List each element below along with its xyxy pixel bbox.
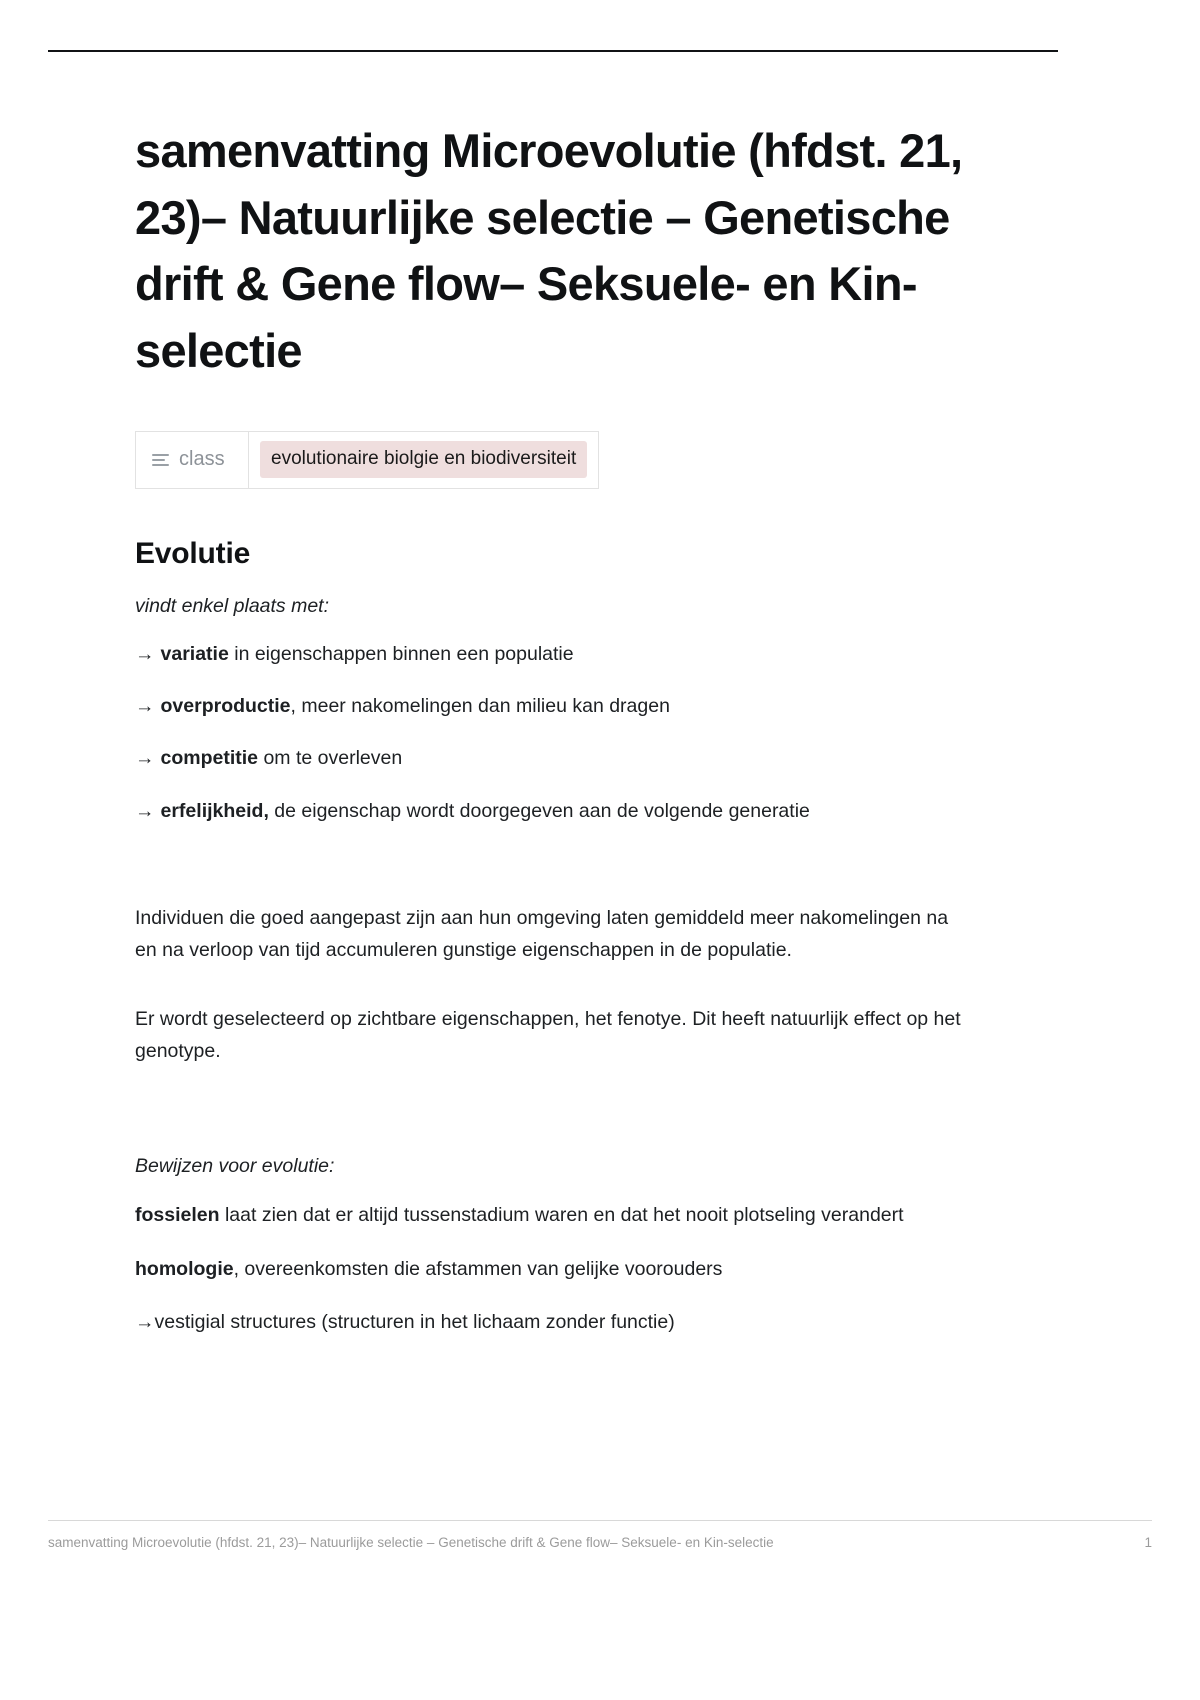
arrow-icon: → bbox=[135, 695, 155, 718]
arrow-icon: → bbox=[135, 747, 155, 770]
list-item bbox=[135, 640, 975, 669]
header-divider bbox=[48, 50, 1058, 52]
list-item-term: competitie bbox=[160, 747, 259, 770]
evidence-item-homologie bbox=[135, 1254, 975, 1286]
spacer bbox=[135, 1077, 975, 1155]
list-item-text: om te overleven bbox=[258, 747, 403, 770]
requirements-list bbox=[135, 640, 975, 826]
spacer bbox=[135, 976, 975, 1004]
list-item-text: , meer nakomelingen dan milieu kan dragen bbox=[290, 695, 670, 718]
evidence-term: fossielen bbox=[135, 1204, 220, 1227]
arrow-icon: → bbox=[135, 799, 155, 822]
evidence-item-fossielen bbox=[135, 1200, 975, 1232]
arrow-icon: → bbox=[135, 642, 155, 665]
list-item-term: erfelijkheid, bbox=[160, 799, 269, 822]
evidence-text: →vestigial structures (structuren in het lichaam zonder functie) bbox=[135, 1311, 675, 1334]
list-item bbox=[135, 744, 975, 773]
lines-icon bbox=[152, 451, 169, 469]
class-tag[interactable]: evolutionaire biolgie en biodiversiteit bbox=[260, 441, 587, 478]
list-item-text: in eigenschappen binnen een populatie bbox=[228, 642, 574, 665]
footer-title: samenvatting Microevolutie (hfdst. 21, 23)– Natuurlijke selectie – Genetische drift & Gene flow– Seksuele- en Kin-selectie bbox=[48, 1535, 774, 1550]
page-title: samenvatting Microevolutie (hfdst. 21, 23)– Natuurlijke selectie – Genetische drift & Gene flow– Seksuele- en Kin-selectie bbox=[135, 124, 963, 378]
class-field[interactable] bbox=[135, 431, 599, 489]
document-content bbox=[135, 118, 975, 1361]
evidence-item-vestigial bbox=[135, 1307, 975, 1339]
page-footer bbox=[48, 1520, 1152, 1550]
class-field-value-cell[interactable] bbox=[249, 432, 598, 488]
class-field-label: class bbox=[179, 448, 225, 471]
list-item-term: variatie bbox=[160, 642, 229, 665]
class-field-label-cell bbox=[136, 432, 249, 488]
footer-page-number: 1 bbox=[1144, 1535, 1152, 1550]
evidence-text: , overeenkomsten die afstammen van gelijke voorouders bbox=[233, 1257, 723, 1280]
evidence-text: laat zien dat er altijd tussenstadium waren en dat het nooit plotseling verandert bbox=[219, 1204, 904, 1227]
list-item bbox=[135, 692, 975, 721]
list-item-text: de eigenschap wordt doorgegeven aan de volgende generatie bbox=[268, 799, 810, 822]
section-heading-evolutie: Evolutie bbox=[135, 536, 251, 570]
spacer bbox=[135, 849, 975, 903]
paragraph-selection: Er wordt geselecteerd op zichtbare eigenschappen, het fenotye. Dit heeft natuurlijk effect op het genotype. bbox=[135, 1008, 961, 1062]
paragraph-adaptation: Individuen die goed aangepast zijn aan hun omgeving laten gemiddeld meer nakomelingen na en na verloop van tijd accumuleren gunstige eigenschappen in de populatie. bbox=[135, 906, 949, 961]
list-item-term: overproductie bbox=[160, 695, 291, 718]
evidence-lead: Bewijzen voor evolutie: bbox=[135, 1155, 335, 1178]
evidence-term: homologie bbox=[135, 1257, 234, 1280]
list-item bbox=[135, 797, 975, 826]
section-lead: vindt enkel plaats met: bbox=[135, 594, 330, 617]
